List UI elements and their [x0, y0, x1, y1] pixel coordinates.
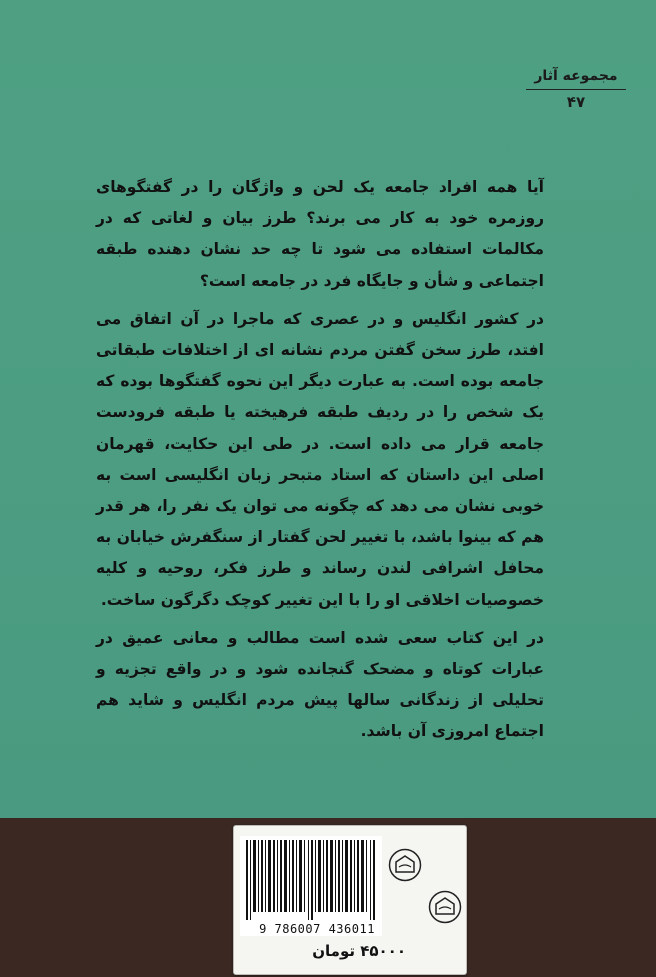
back-cover-blurb	[96, 172, 544, 755]
series-divider	[526, 89, 626, 90]
publisher-logo-icon	[428, 890, 462, 924]
blurb-paragraph-1: آیا همه افراد جامعه یک لحن و واژگان را در گفتگوهای روزمره خود به کار می برند؟ طرز بیان و لغاتی که در مکالمات استفاده می شود تا چه حد نشان دهنده طبقه اجتماعی و شأن و جایگاه فرد در جامعه است؟	[96, 178, 544, 290]
series-title: مجموعه آثار	[534, 68, 618, 84]
barcode	[240, 836, 382, 936]
price-label: ۴۵۰۰۰ تومان	[312, 942, 406, 960]
barcode-icon	[244, 840, 378, 920]
blurb-paragraph-3: در این کتاب سعی شده است مطالب و معانی عمیق در عبارات کوتاه و مضحک گنجانده شود و در واقع تجزیه و تحلیلی از زندگانی سالها پیش مردم انگلیس و شاید هم اجتماع امروزی آن باشد.	[96, 628, 544, 741]
series-label	[526, 66, 626, 112]
barcode-sticker	[233, 825, 467, 975]
series-number: ۴۷	[566, 93, 586, 111]
publisher-logo-icon	[388, 848, 422, 882]
blurb-paragraph-2: در کشور انگلیس و در عصری که ماجرا در آن اتفاق می افتد، طرز سخن گفتن مردم نشانه ای از اختلافات طبقاتی جامعه بوده است. به عبارت دیگر این نحوه گفتگوها بوده که یک شخص را در ردیف طبقه فرهیخته یا طبقه فرودست جامعه قرار می داده است. در طی این حکایت، قهرمان اصلی این داستان که استاد متبحر زبان انگلیسی است به خوبی نشان می دهد که چگونه می توان یک نفر را، هر قدر هم که بینوا باشد، با تغییر لحن گفتار از سنگفرش خیابان به محافل اشرافی لندن رساند و طرز فکر، روحیه و کلیه خصوصیات اخلاقی او را با این تغییر کوچک دگرگون ساخت.	[96, 309, 544, 609]
isbn-number: 9 786007 436011	[259, 922, 375, 936]
